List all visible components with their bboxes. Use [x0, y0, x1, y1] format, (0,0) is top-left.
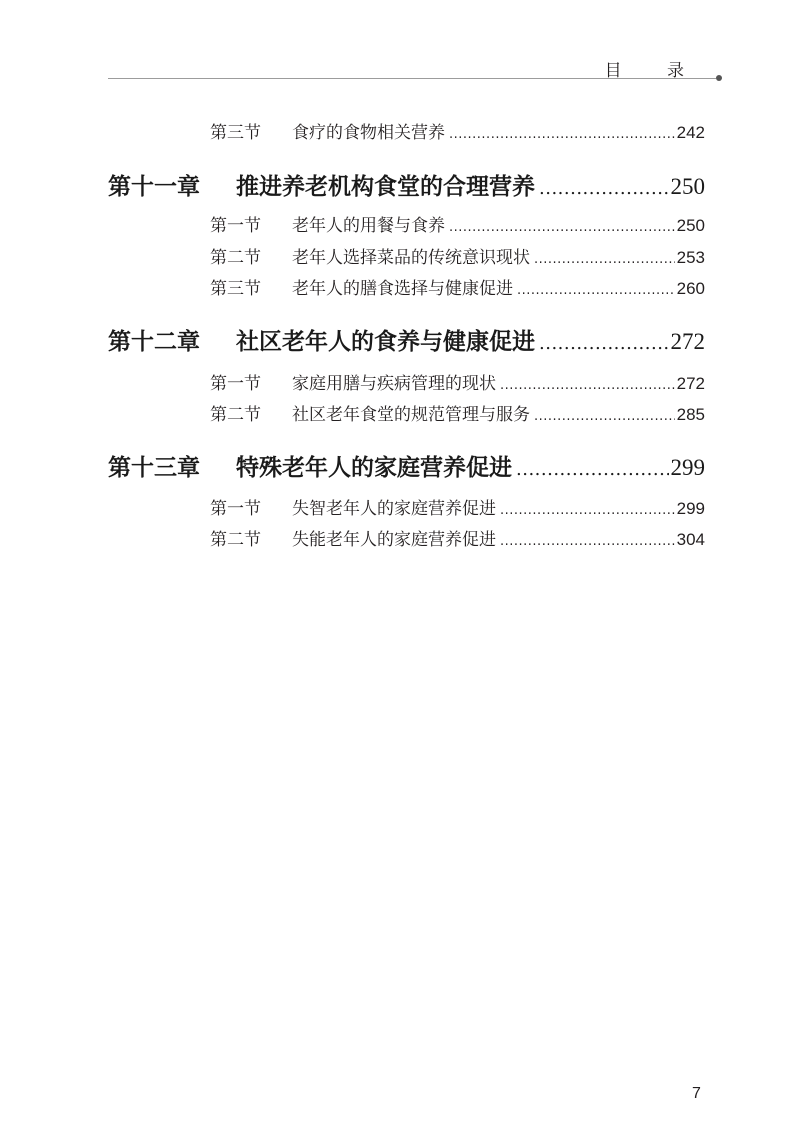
- toc-entry-section[interactable]: [210, 274, 705, 298]
- header-rule: [108, 78, 716, 79]
- toc-entry-title: 失能老年人的家庭营养促进: [292, 530, 496, 549]
- toc-entry-label: 第一节: [210, 499, 261, 518]
- toc-entry-page: 242: [676, 123, 705, 142]
- header-rule-dot: [716, 75, 722, 81]
- toc-entry-label: 第十二章: [108, 328, 200, 355]
- toc-entry-section[interactable]: [210, 369, 705, 393]
- toc-entry-chapter[interactable]: [108, 168, 705, 200]
- toc-entry-section[interactable]: [210, 494, 705, 518]
- toc-entry-title: 家庭用膳与疾病管理的现状: [292, 374, 496, 393]
- toc-leader-dots: [534, 252, 675, 267]
- toc-entry-page: 304: [676, 530, 705, 549]
- toc-leader-dots: [517, 283, 675, 298]
- toc-entry-page: 250: [676, 216, 705, 235]
- toc-entry-page: 285: [676, 405, 705, 424]
- toc-entry-label: 第一节: [210, 216, 261, 235]
- toc-entry-title: 推进养老机构食堂的合理营养: [236, 173, 535, 200]
- toc-entry-section[interactable]: [210, 211, 705, 235]
- toc-leader-dots: [500, 503, 675, 518]
- toc-leader-dots: [539, 178, 669, 199]
- toc-entry-title: 老年人选择菜品的传统意识现状: [292, 248, 530, 267]
- toc-entry-page: 299: [670, 455, 705, 480]
- toc-entry-page: 250: [670, 174, 705, 199]
- page-number: 7: [692, 1085, 701, 1102]
- toc-leader-dots: [539, 333, 669, 354]
- toc-entry-title: 失智老年人的家庭营养促进: [292, 499, 496, 518]
- toc-entry-label: 第十三章: [108, 454, 200, 481]
- toc-entry-section[interactable]: [210, 243, 705, 267]
- toc-leader-dots: [534, 409, 675, 424]
- toc-entry-label: 第三节: [210, 123, 261, 142]
- toc-leader-dots: [449, 220, 675, 235]
- toc-entry-chapter[interactable]: [108, 323, 705, 355]
- toc-entry-label: 第三节: [210, 279, 261, 298]
- toc-leader-dots: [500, 378, 675, 393]
- toc-entry-page: 272: [676, 374, 705, 393]
- toc-entry-title: 食疗的食物相关营养: [292, 123, 445, 142]
- toc-entry-title: 社区老年人的食养与健康促进: [236, 328, 535, 355]
- toc-leader-dots: [516, 459, 669, 480]
- running-header: [108, 56, 720, 80]
- toc-entry-section[interactable]: [210, 118, 705, 142]
- toc-entry-label: 第二节: [210, 405, 261, 424]
- toc-entry-title: 社区老年食堂的规范管理与服务: [292, 405, 530, 424]
- toc-entry-page: 260: [676, 279, 705, 298]
- toc-entry-section[interactable]: [210, 525, 705, 549]
- toc-leader-dots: [449, 127, 675, 142]
- toc-entry-page: 272: [670, 329, 705, 354]
- toc-entry-title: 老年人的用餐与食养: [292, 216, 445, 235]
- header-title: 目 录: [604, 61, 704, 81]
- toc-entry-chapter[interactable]: [108, 449, 705, 481]
- toc-entry-label: 第一节: [210, 374, 261, 393]
- toc-entry-section[interactable]: [210, 400, 705, 424]
- toc-entry-page: 253: [676, 248, 705, 267]
- toc-entry-page: 299: [676, 499, 705, 518]
- toc-leader-dots: [500, 534, 675, 549]
- toc-entry-title: 老年人的膳食选择与健康促进: [292, 279, 513, 298]
- toc-entry-label: 第二节: [210, 248, 261, 267]
- toc-entry-label: 第二节: [210, 530, 261, 549]
- toc-entry-title: 特殊老年人的家庭营养促进: [236, 454, 512, 481]
- toc-entry-label: 第十一章: [108, 173, 200, 200]
